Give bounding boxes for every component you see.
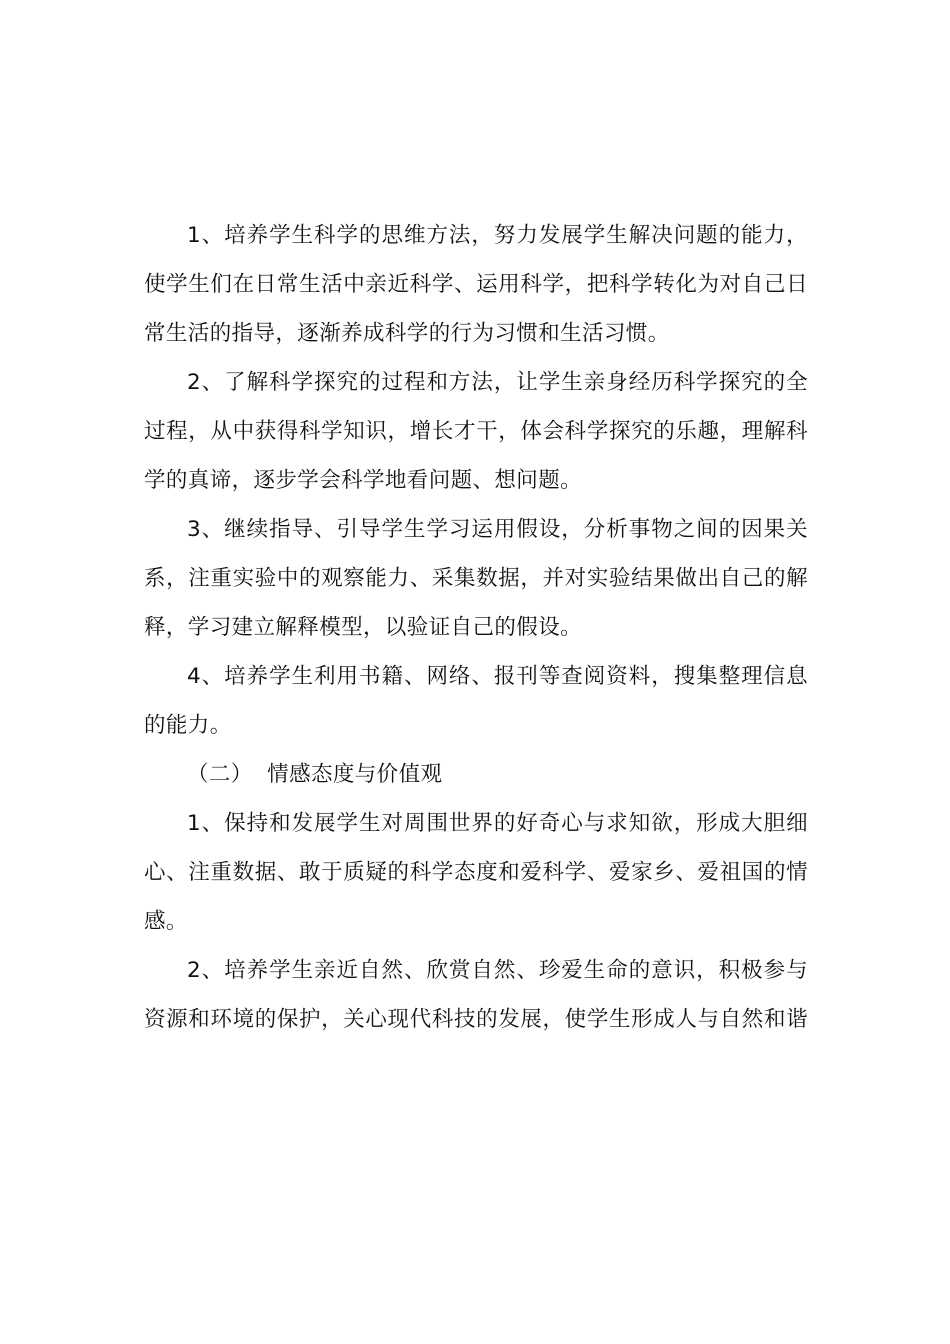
paragraph-2 [144,358,808,505]
paragraph-1 [144,211,808,358]
section-heading [144,750,808,799]
paragraph-line: 1、保持和发展学生对周围世界的好奇心与求知欲，形成大胆细 [187,811,808,836]
paragraph-line: 4、培养学生利用书籍、网络、报刊等查阅资料，搜集整理信息 [187,664,808,689]
paragraph-3 [144,505,808,652]
paragraph-6 [144,946,808,1044]
paragraph-line: 3、继续指导、引导学生学习运用假设，分析事物之间的因果关 [187,517,808,542]
paragraph-4 [144,652,808,750]
paragraph-line: 2、了解科学探究的过程和方法，让学生亲身经历科学探究的全 [187,370,808,395]
paragraph-line: 资源和环境的保护，关心现代科技的发展，使学生形成人与自然和谐 [144,1007,808,1032]
paragraph-line: 的能力。 [144,713,232,738]
paragraph-line: 2、培养学生亲近自然、欣赏自然、珍爱生命的意识，积极参与 [187,958,808,983]
section-heading-text: （二） 情感态度与价值观 [187,762,443,787]
paragraph-line: 学的真谛，逐步学会科学地看问题、想问题。 [144,468,583,493]
paragraph-5 [144,799,808,946]
paragraph-line: 使学生们在日常生活中亲近科学、运用科学，把科学转化为对自己日 [144,272,808,297]
paragraph-line: 常生活的指导，逐渐养成科学的行为习惯和生活习惯。 [144,321,670,346]
paragraph-line: 释，学习建立解释模型，以验证自己的假设。 [144,615,583,640]
paragraph-line: 系，注重实验中的观察能力、采集数据，并对实验结果做出自己的解 [144,566,808,591]
paragraph-line: 心、注重数据、敢于质疑的科学态度和爱科学、爱家乡、爱祖国的情 [144,860,808,885]
paragraph-line: 1、培养学生科学的思维方法，努力发展学生解决问题的能力， [187,223,808,248]
paragraph-line: 过程，从中获得科学知识，增长才干，体会科学探究的乐趣，理解科 [144,419,808,444]
paragraph-line: 感。 [144,909,188,934]
document-body [144,211,808,1044]
